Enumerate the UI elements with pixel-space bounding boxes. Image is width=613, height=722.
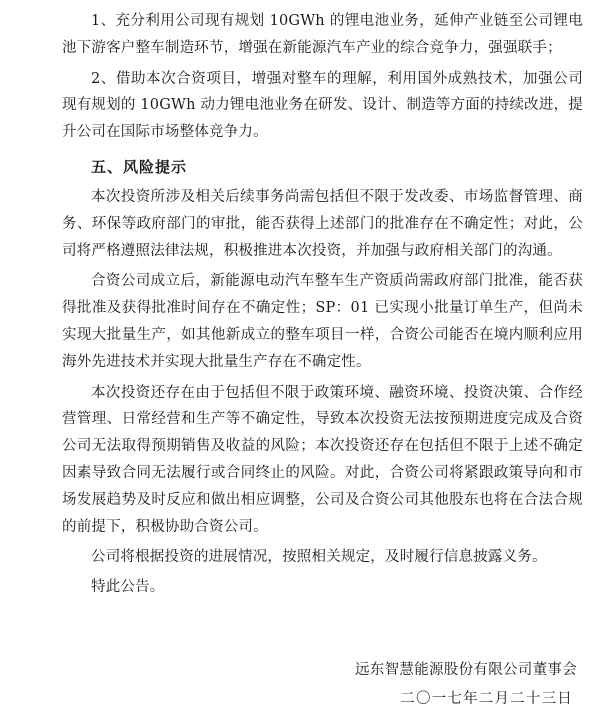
paragraph-intro-1: 1、充分利用公司现有规划 10GWh 的锂电池业务，延伸产业链至公司锂电池下游客户整车制造环节，增强在新能源汽车产业的综合竞争力，强强联手； — [62, 13, 583, 56]
paragraph-disclosure: 公司将根据投资的进展情况，按照相关规定，及时履行信息披露义务。 — [91, 549, 547, 566]
signature-date: 二〇一七年二月二十三日 — [400, 691, 573, 707]
paragraph-risk-uncertainty: 本次投资还存在由于包括但不限于政策环境、融资环境、投资决策、合作经营管理、日常经营和生产等不确定性，导致本次投资无法按预期进度完成及合资公司无法取得预期销售及收益的风险；本次投资还存在包括但不限于上述不确定因素导致合同无法履行或合同终止的风险。对此，合资公司将紧跟政策导向和市场发展趋势及时反应和做出相应调整，公司及合资公司其他股东也将在合法合规的前提下，积极协助合资公司。 — [62, 384, 583, 535]
paragraph-risk-approval: 本次投资所涉及相关后续事务尚需包括但不限于发改委、市场监督管理、商务、环保等政府部门的审批，能否获得上述部门的批准存在不确定性；对此，公司将严格遵照法律法规，积极推进本次投资，并加强与政府相关部门的沟通。 — [62, 188, 583, 259]
paragraph-risk-qualification: 合资公司成立后，新能源电动汽车整车生产资质尚需政府部门批准，能否获得批准及获得批准时间存在不确定性；SP：01 已实现小批量订单生产，但尚未实现大批量生产，如其他新成立的整车项目一样，合资公司能否在境内顺利应用海外先进技术并实现大批量生产存在不确定性。 — [62, 273, 583, 370]
section-heading-risk: 五、风险提示 — [91, 157, 188, 176]
paragraph-intro-2: 2、借助本次合资项目，增强对整车的理解，利用国外成熟技术，加强公司现有规划的 10GWh 动力锂电池业务在研发、设计、制造等方面的持续改进，提升公司在国际市场整体竞争力。 — [62, 70, 583, 141]
signature-company: 远东智慧能源股份有限公司董事会 — [355, 662, 577, 678]
paragraph-announcement: 特此公告。 — [91, 579, 165, 596]
